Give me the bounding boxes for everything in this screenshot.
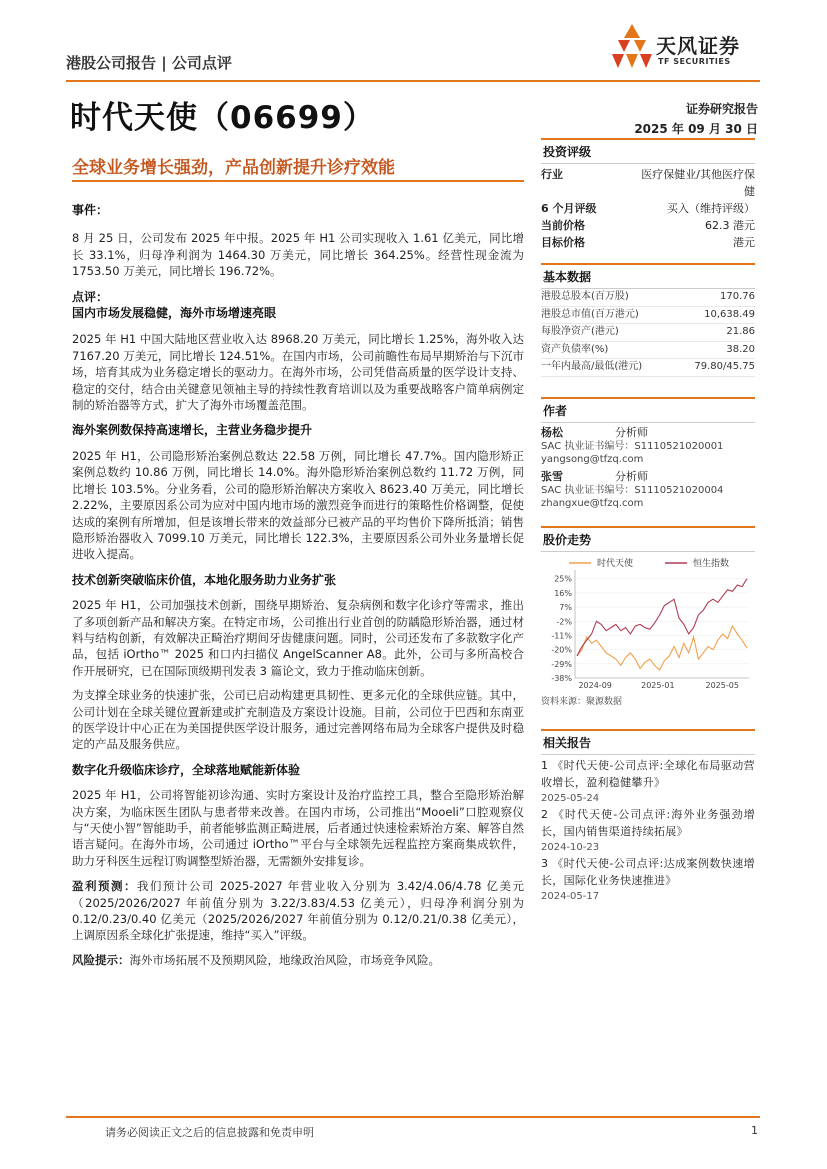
target-label: 目标价格 bbox=[541, 236, 585, 249]
author-cert: SAC 执业证书编号：S1110521020004 bbox=[541, 484, 724, 496]
section3-paragraph-a: 2025 年 H1，公司加强技术创新，围绕早期矫治、复杂病例和数字化诊疗等需求，推出了多项创新产品和解决方案。在特定市场，公司推出行业首创的防龋隐形矫治器，通过材料与结构创新，有效解决正畸治疗期间牙齿健康问题。同时，公司还发布了多款数字化产品，包括 iOrtho™ 2025 和口内扫描仪 AngelScanner A8。此外，公司与多所高校合作开展研究，已在国际顶级期刊发表 3 篇论文，致力于推动临床创新。 bbox=[72, 598, 524, 678]
price-chart bbox=[541, 551, 755, 692]
forecast-heading: 盈利预测： bbox=[72, 879, 137, 894]
related-reports bbox=[541, 754, 755, 904]
tf-logo-icon bbox=[610, 22, 654, 72]
basic-data-label: 港股总股本(百万股) bbox=[541, 291, 629, 302]
page-number: 1 bbox=[751, 1124, 758, 1137]
price-label: 当前价格 bbox=[541, 219, 585, 232]
related-report-date: 2024-10-23 bbox=[541, 841, 600, 853]
price-value: 62.3 港元 bbox=[705, 219, 755, 232]
x-tick-label: 2025-01 bbox=[641, 680, 675, 690]
basic-data-label: 资产负债率(%) bbox=[541, 343, 609, 355]
basic-data-label: 一年内最高/最低(港元) bbox=[541, 361, 643, 372]
y-tick-label: -20% bbox=[551, 645, 572, 655]
section4-heading: 数字化升级临床诊疗，全球落地赋能新体验 bbox=[72, 762, 301, 777]
basic-data-value: 10,638.49 bbox=[704, 308, 755, 320]
related-report-title[interactable]: 1 《时代天使-公司点评:全球化布局驱动营收增长，盈利稳健攀升》 bbox=[541, 758, 755, 789]
basic-data-row bbox=[541, 289, 755, 307]
y-tick-label: 16% bbox=[554, 588, 572, 598]
author-cert: SAC 执业证书编号：S1110521020001 bbox=[541, 440, 724, 452]
report-category: 港股公司报告 | 公司点评 bbox=[66, 54, 232, 72]
section1-paragraph: 2025 年 H1 中国大陆地区营业收入达 8968.20 万美元，同比增长 1.25%，海外收入达 7167.20 万美元，同比增长 124.51%。在国内市场，公司前瞻性布局早期矫治与下沉市场，培育其成为业务稳定增长的驱动力。在海外市场，公司凭借高质量的医学设计支持、稳定的交付，结合由关键意见领袖主导的持续性教育培训以及为重要战略客户简单病例定制的矫治器等方式，扩大了海外市场覆盖范围。 bbox=[72, 332, 524, 413]
industry-label: 行业 bbox=[541, 168, 563, 181]
forecast-text: 我们预计公司 2025-2027 年营业收入分别为 3.42/4.06/4.78 亿美元（2025/2026/2027 年前值分别为 3.22/3.83/4.53 亿美元），归母净利润分别为 0.12/0.23/0.40 亿美元（2025/2026/2027 年前值分别为 0.12/0.21/0.38 亿美元），上调原因系全球化扩张提速，维持“买入”评级。 bbox=[72, 879, 525, 943]
related-report-title[interactable]: 3 《时代天使-公司点评:达成案例数快速增长，国际化业务快速推进》 bbox=[541, 856, 755, 887]
basic-data-value: 38.20 bbox=[726, 343, 755, 355]
price-row bbox=[541, 217, 755, 234]
forecast-paragraph bbox=[72, 878, 524, 944]
basic-data-row bbox=[541, 359, 755, 377]
author-role: 分析师 bbox=[615, 469, 648, 483]
section2-heading: 海外案例数保持高速增长，主营业务稳步提升 bbox=[72, 423, 313, 438]
sidebar bbox=[541, 138, 755, 904]
author-list bbox=[541, 422, 755, 510]
author-name: 张雪 bbox=[541, 469, 563, 483]
report-subtitle: 全球业务增长强劲，产品创新提升诊疗效能 bbox=[72, 158, 395, 178]
author-item bbox=[541, 425, 755, 466]
author-email[interactable]: yangsong@tfzq.com bbox=[541, 453, 644, 465]
related-report-date: 2024-05-17 bbox=[541, 890, 600, 902]
risk-paragraph bbox=[72, 952, 524, 968]
basic-data-row bbox=[541, 307, 755, 325]
y-tick-label: -29% bbox=[551, 659, 572, 669]
series-line bbox=[577, 578, 747, 655]
risk-heading: 风险提示： bbox=[72, 952, 130, 967]
y-tick-label: -2% bbox=[556, 616, 572, 626]
footer-rule bbox=[66, 1116, 760, 1118]
rating-value: 买入（维持评级） bbox=[667, 202, 755, 215]
x-tick-label: 2025-05 bbox=[705, 680, 739, 690]
basic-data-label: 港股总市值(百万港元) bbox=[541, 308, 639, 320]
report-type: 证券研究报告 bbox=[685, 102, 758, 116]
logo-en-text: TF SECURITIES bbox=[658, 57, 731, 66]
series-line bbox=[577, 626, 747, 670]
basic-data-value: 79.80/45.75 bbox=[694, 361, 755, 372]
basic-data-table bbox=[541, 288, 755, 377]
related-report-date: 2025-05-24 bbox=[541, 792, 600, 804]
rating-heading: 投资评级 bbox=[541, 138, 755, 163]
footer-disclaimer[interactable]: 请务必阅读正文之后的信息披露和免责申明 bbox=[105, 1126, 314, 1139]
author-heading: 作者 bbox=[541, 397, 755, 422]
author-role: 分析师 bbox=[615, 425, 648, 439]
related-report-item[interactable] bbox=[541, 757, 755, 806]
event-heading: 事件： bbox=[72, 203, 109, 217]
industry-value: 医疗保健业/其他医疗保健 bbox=[641, 168, 755, 198]
related-report-item[interactable] bbox=[541, 855, 755, 904]
author-email[interactable]: zhangxue@tfzq.com bbox=[541, 497, 644, 509]
target-row bbox=[541, 234, 755, 251]
rating-row bbox=[541, 200, 755, 217]
legend-label: 时代天使 bbox=[597, 558, 634, 569]
logo-cn-text: 天风证券 bbox=[656, 34, 740, 58]
author-item bbox=[541, 469, 755, 510]
header-rule bbox=[66, 80, 760, 82]
chart-heading: 股价走势 bbox=[541, 526, 755, 551]
y-tick-label: -11% bbox=[551, 630, 572, 640]
basic-data-value: 170.76 bbox=[720, 291, 755, 302]
section3-heading: 技术创新突破临床价值，本地化服务助力业务扩张 bbox=[72, 572, 337, 587]
section4-paragraph: 2025 年 H1，公司将智能初诊沟通、实时方案设计及治疗监控工具，整合至隐形矫治解决方案，为临床医生团队与患者带来改善。在国内市场，公司推出“Mooeli”口腔观察仪与“天使小智”智能助手，前者能够监测正畸进展，后者通过快速检索矫治方案、解答自然语言疑问。在海外市场，公司通过 iOrtho™平台与全球领先远程监控方案商集成软件，助力牙科医生远程订购调整型矫治器，无需额外安排复诊。 bbox=[72, 788, 524, 868]
section1-heading: 国内市场发展稳健，海外市场增速亮眼 bbox=[72, 306, 277, 321]
related-report-title[interactable]: 2 《时代天使-公司点评:海外业务强劲增长，国内销售渠道持续拓展》 bbox=[541, 807, 755, 838]
author-name: 杨松 bbox=[541, 425, 563, 439]
y-tick-label: 25% bbox=[554, 574, 572, 584]
section2-paragraph: 2025 年 H1，公司隐形矫治案例总数达 22.58 万例，同比增长 47.7%。国内隐形矫正案例总数约 10.86 万例，同比增长 14.0%。海外隐形矫治案例总数约 11.72 万例，同比增长 103.5%。分业务看，公司的隐形矫治解决方案收入 8623.40 万美元，同比增长 2.22%，主要原因系公司为应对中国内地市场的激烈竞争而进行的策略性价格调整，促使达成的案例有所增加，但是该增长带来的效益部分已被产品的平均售价下降所抵消；销售隐形矫治器收入 7099.10 万美元，同比增长 122.3%，主要原因系公司外业务量增长促进收入提高。 bbox=[72, 448, 524, 562]
related-report-item[interactable] bbox=[541, 806, 755, 855]
basic-data-row bbox=[541, 324, 755, 342]
related-heading: 相关报告 bbox=[541, 729, 755, 754]
y-tick-label: 7% bbox=[559, 602, 572, 612]
industry-row bbox=[541, 163, 755, 200]
basic-heading: 基本数据 bbox=[541, 263, 755, 288]
legend-label: 恒生指数 bbox=[693, 558, 730, 569]
report-date: 2025 年 09 月 30 日 bbox=[634, 122, 758, 136]
target-value: 港元 bbox=[733, 236, 755, 249]
x-tick-label: 2024-09 bbox=[578, 680, 612, 690]
basic-data-row bbox=[541, 342, 755, 360]
rating-label: 6 个月评级 bbox=[541, 202, 597, 215]
chart-source: 资料来源：聚源数据 bbox=[541, 696, 623, 707]
basic-data-label: 每股净资产(港元) bbox=[541, 326, 619, 337]
company-logo bbox=[610, 22, 760, 74]
main-body bbox=[72, 202, 524, 968]
page-title: 时代天使（06699） bbox=[70, 100, 375, 136]
event-paragraph: 8 月 25 日，公司发布 2025 年中报。2025 年 H1 公司实现收入 1.61 亿美元，同比增长 33.1%，归母净利润为 1464.30 万美元，同比增长 364.25%。经营性现金流为 1753.50 万美元，同比增长 196.72%。 bbox=[72, 231, 524, 279]
subtitle-rule bbox=[72, 180, 524, 182]
section3-paragraph-b: 为支撑全球业务的快速扩张，公司已启动构建更具韧性、更多元化的全球供应链。其中，公司计划在全球关键位置新建或扩充制造及方案设计设施。目前，公司位于巴西和东南亚的医学设计中心正在为美国提供医学设计服务，通过完善网络布局为全球客户提供及时稳定的产品及服务供应。 bbox=[72, 688, 524, 752]
y-tick-label: -38% bbox=[551, 673, 572, 683]
basic-data-value: 21.86 bbox=[726, 326, 755, 337]
comment-heading: 点评： bbox=[72, 289, 109, 304]
risk-text: 海外市场拓展不及预期风险，地缘政治风险，市场竞争风险。 bbox=[129, 952, 440, 967]
